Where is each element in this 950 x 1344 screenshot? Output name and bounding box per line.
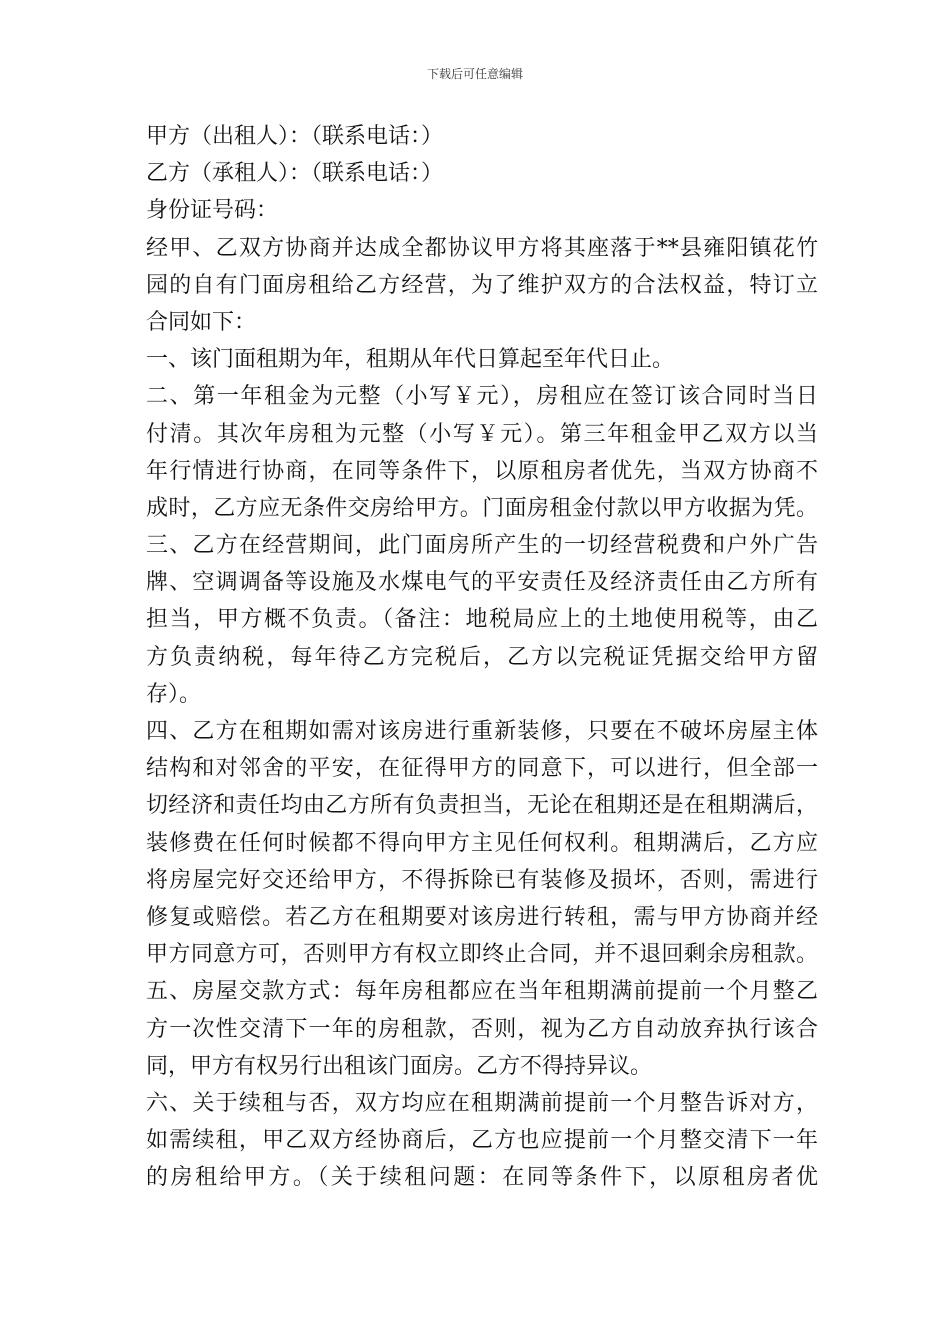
text-line: 三、乙方在经营期间，此门面房所产生的一切经营税费和户外广告 (146, 533, 818, 559)
text-line: 担当，甲方概不负责。（备注：地税局应上的土地使用税等，由乙 (146, 607, 818, 633)
text-line: 切经济和责任均由乙方所有负责担当，无论在租期还是在租期满后， (146, 793, 818, 819)
text-line: 结构和对邻舍的平安，在征得甲方的同意下，可以进行，但全部一 (146, 756, 818, 782)
text-line: 一、该门面租期为年，租期从年代日算起至年代日止。 (146, 347, 675, 373)
text-line: 存）。 (146, 681, 202, 707)
text-line: 六、关于续租与否，双方均应在租期满前提前一个月整告诉对方， (146, 1090, 818, 1116)
text-line: 修复或赔偿。若乙方在租期要对该房进行转租，需与甲方协商并经 (146, 904, 818, 930)
text-line: 乙方（承租人）：（联系电话：） (146, 161, 444, 187)
text-line: 园的自有门面房租给乙方经营，为了维护双方的合法权益，特订立 (146, 272, 818, 298)
text-line: 四、乙方在租期如需对该房进行重新装修，只要在不破坏房屋主体 (146, 719, 818, 744)
page-header-note: 下载后可任意编辑 (426, 67, 523, 81)
text-line: 二、第一年租金为元整（小写￥元），房租应在签订该合同时当日 (146, 384, 818, 410)
text-line: 方负责纳税，每年待乙方完税后，乙方以完税证凭据交给甲方留 (146, 644, 818, 670)
text-line: 牌、空调调备等设施及水煤电气的平安责任及经济责任由乙方所有 (146, 570, 818, 596)
text-line: 同，甲方有权另行出租该门面房。乙方不得持异议。 (146, 1053, 653, 1079)
text-line: 经甲、乙双方协商并达成全都协议甲方将其座落于**县雍阳镇花竹 (146, 235, 818, 261)
text-line: 方一次性交清下一年的房租款，否则，视为乙方自动放弃执行该合 (146, 1016, 818, 1042)
text-line: 将房屋完好交还给甲方，不得拆除已有装修及损坏，否则，需进行 (146, 867, 818, 893)
text-line: 的房租给甲方。（关于续租问题：在同等条件下，以原租房者优 (146, 1165, 818, 1191)
text-line: 甲方同意方可，否则甲方有权立即终止合同，并不退回剩余房租款。 (146, 942, 818, 968)
text-line: 付清。其次年房租为元整（小写￥元）。第三年租金甲乙双方以当 (146, 421, 818, 447)
text-line: 如需续租，甲乙双方经协商后，乙方也应提前一个月整交清下一年 (146, 1128, 818, 1154)
text-line: 身份证号码： (146, 198, 279, 224)
text-line: 年行情进行协商，在同等条件下，以原租房者优先，当双方协商不 (146, 458, 818, 484)
text-line: 装修费在任何时候都不得向甲方主见任何权利。租期满后，乙方应 (146, 830, 818, 856)
text-line: 成时，乙方应无条件交房给甲方。门面房租金付款以甲方收据为凭。 (146, 495, 818, 521)
text-line: 甲方（出租人）：（联系电话：） (146, 124, 444, 149)
document-body (146, 118, 818, 1196)
text-line: 合同如下： (146, 309, 257, 335)
text-line: 五、房屋交款方式：每年房租都应在当年租期满前提前一个月整乙 (146, 979, 818, 1005)
